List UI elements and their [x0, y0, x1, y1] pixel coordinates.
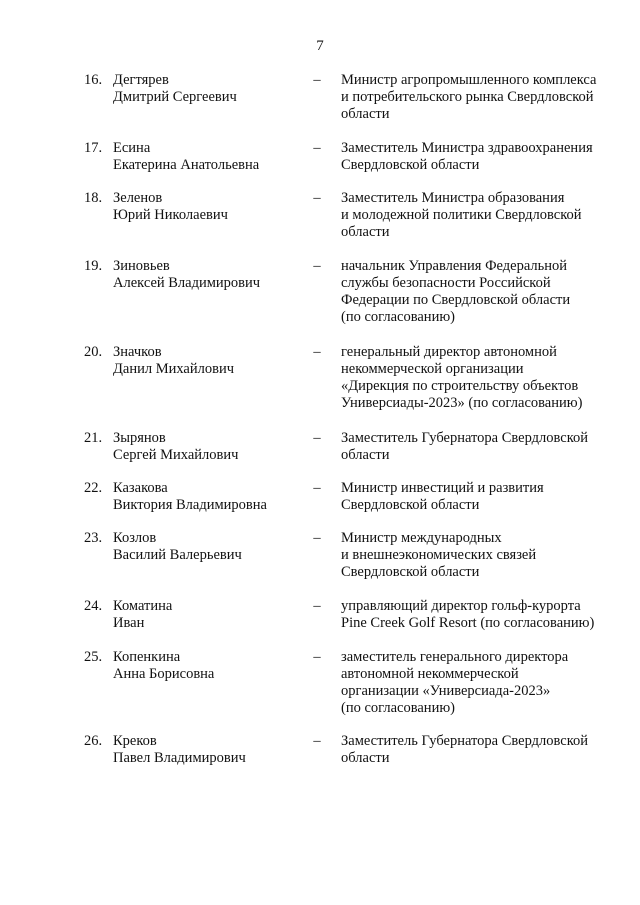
dash-separator: – — [313, 430, 321, 446]
position-title-line: службы безопасности Российской — [341, 275, 551, 291]
person-name — [113, 72, 303, 106]
person-name-line: Павел Владимирович — [113, 750, 246, 766]
position-title-line: и молодежной политики Свердловской — [341, 207, 582, 223]
position-title — [341, 72, 621, 123]
position-title-line: генеральный директор автономной — [341, 344, 557, 360]
position-title-line: Свердловской области — [341, 564, 480, 580]
dash-separator: – — [313, 344, 321, 360]
person-name — [113, 530, 303, 564]
dash-separator: – — [313, 530, 321, 546]
person-name-line: Значков — [113, 344, 162, 360]
position-title-line: Заместитель Министра здравоохранения — [341, 140, 593, 156]
position-title-line: области — [341, 750, 390, 766]
position-title-line: и внешнеэкономических связей — [341, 547, 537, 563]
item-number: 19. — [84, 258, 103, 274]
position-title-line: области — [341, 224, 390, 240]
position-title-line: организации «Универсиада-2023» — [341, 683, 551, 699]
item-number: 23. — [84, 530, 103, 546]
person-name — [113, 190, 303, 224]
dash-separator: – — [313, 598, 321, 614]
dash-separator: – — [313, 649, 321, 665]
dash-separator: – — [313, 480, 321, 496]
position-title — [341, 530, 621, 581]
position-title-line: Заместитель Министра образования — [341, 190, 565, 206]
position-title — [341, 190, 621, 241]
position-title — [341, 598, 621, 632]
position-title — [341, 733, 621, 767]
person-name-line: Копенкина — [113, 649, 181, 665]
person-name-line: Креков — [113, 733, 157, 749]
item-number: 24. — [84, 598, 103, 614]
person-name-line: Дмитрий Сергеевич — [113, 89, 237, 105]
person-name-line: Есина — [113, 140, 151, 156]
position-title-line: управляющий директор гольф-курорта — [341, 598, 581, 614]
position-title-line: начальник Управления Федеральной — [341, 258, 568, 274]
person-name — [113, 258, 303, 292]
position-title-line: и потребительского рынка Свердловской — [341, 89, 594, 105]
position-title-line: Универсиады-2023» (по согласованию) — [341, 395, 583, 411]
position-title-line: Заместитель Губернатора Свердловской — [341, 430, 589, 446]
person-name — [113, 480, 303, 514]
position-title — [341, 344, 621, 412]
item-number: 18. — [84, 190, 103, 206]
position-title-line: «Дирекция по строительству объектов — [341, 378, 579, 394]
person-name-line: Зиновьев — [113, 258, 170, 274]
dash-separator: – — [313, 733, 321, 749]
person-name-line: Коматина — [113, 598, 173, 614]
dash-separator: – — [313, 190, 321, 206]
person-name-line: Сергей Михайлович — [113, 447, 239, 463]
position-title-line: Министр международных — [341, 530, 502, 546]
person-name-line: Данил Михайлович — [113, 361, 234, 377]
position-title-line: заместитель генерального директора — [341, 649, 569, 665]
person-name-line: Екатерина Анатольевна — [113, 157, 260, 173]
position-title-line: (по согласованию) — [341, 700, 455, 716]
position-title-line: автономной некоммерческой — [341, 666, 519, 682]
person-name — [113, 344, 303, 378]
position-title — [341, 649, 621, 717]
person-name-line: Василий Валерьевич — [113, 547, 242, 563]
item-number: 22. — [84, 480, 103, 496]
item-number: 21. — [84, 430, 103, 446]
person-name-line: Иван — [113, 615, 145, 631]
position-title — [341, 140, 621, 174]
person-name-line: Казакова — [113, 480, 168, 496]
position-title-line: Министр агропромышленного комплекса — [341, 72, 597, 88]
position-title — [341, 258, 621, 326]
position-title-line: Заместитель Губернатора Свердловской — [341, 733, 589, 749]
person-name-line: Виктория Владимировна — [113, 497, 267, 513]
person-name — [113, 430, 303, 464]
position-title — [341, 480, 621, 514]
person-name-line: Дегтярев — [113, 72, 169, 88]
person-name-line: Алексей Владимирович — [113, 275, 261, 291]
dash-separator: – — [313, 258, 321, 274]
position-title-line: Федерации по Свердловской области — [341, 292, 571, 308]
dash-separator: – — [313, 72, 321, 88]
item-number: 16. — [84, 72, 103, 88]
position-title-line: некоммерческой организации — [341, 361, 524, 377]
page-number: 7 — [316, 38, 324, 54]
position-title-line: Свердловской области — [341, 157, 480, 173]
person-name-line: Юрий Николаевич — [113, 207, 228, 223]
position-title-line: Министр инвестиций и развития — [341, 480, 544, 496]
person-name-line: Анна Борисовна — [113, 666, 215, 682]
person-name-line: Зеленов — [113, 190, 163, 206]
person-name-line: Зырянов — [113, 430, 166, 446]
person-name — [113, 649, 303, 683]
item-number: 26. — [84, 733, 103, 749]
person-name — [113, 598, 303, 632]
item-number: 25. — [84, 649, 103, 665]
position-title-line: Pine Creek Golf Resort (по согласованию) — [341, 615, 595, 631]
position-title-line: области — [341, 447, 390, 463]
position-title-line: области — [341, 106, 390, 122]
item-number: 20. — [84, 344, 103, 360]
person-name — [113, 140, 303, 174]
person-name-line: Козлов — [113, 530, 157, 546]
position-title-line: Свердловской области — [341, 497, 480, 513]
person-name — [113, 733, 303, 767]
item-number: 17. — [84, 140, 103, 156]
dash-separator: – — [313, 140, 321, 156]
position-title-line: (по согласованию) — [341, 309, 455, 325]
position-title — [341, 430, 621, 464]
